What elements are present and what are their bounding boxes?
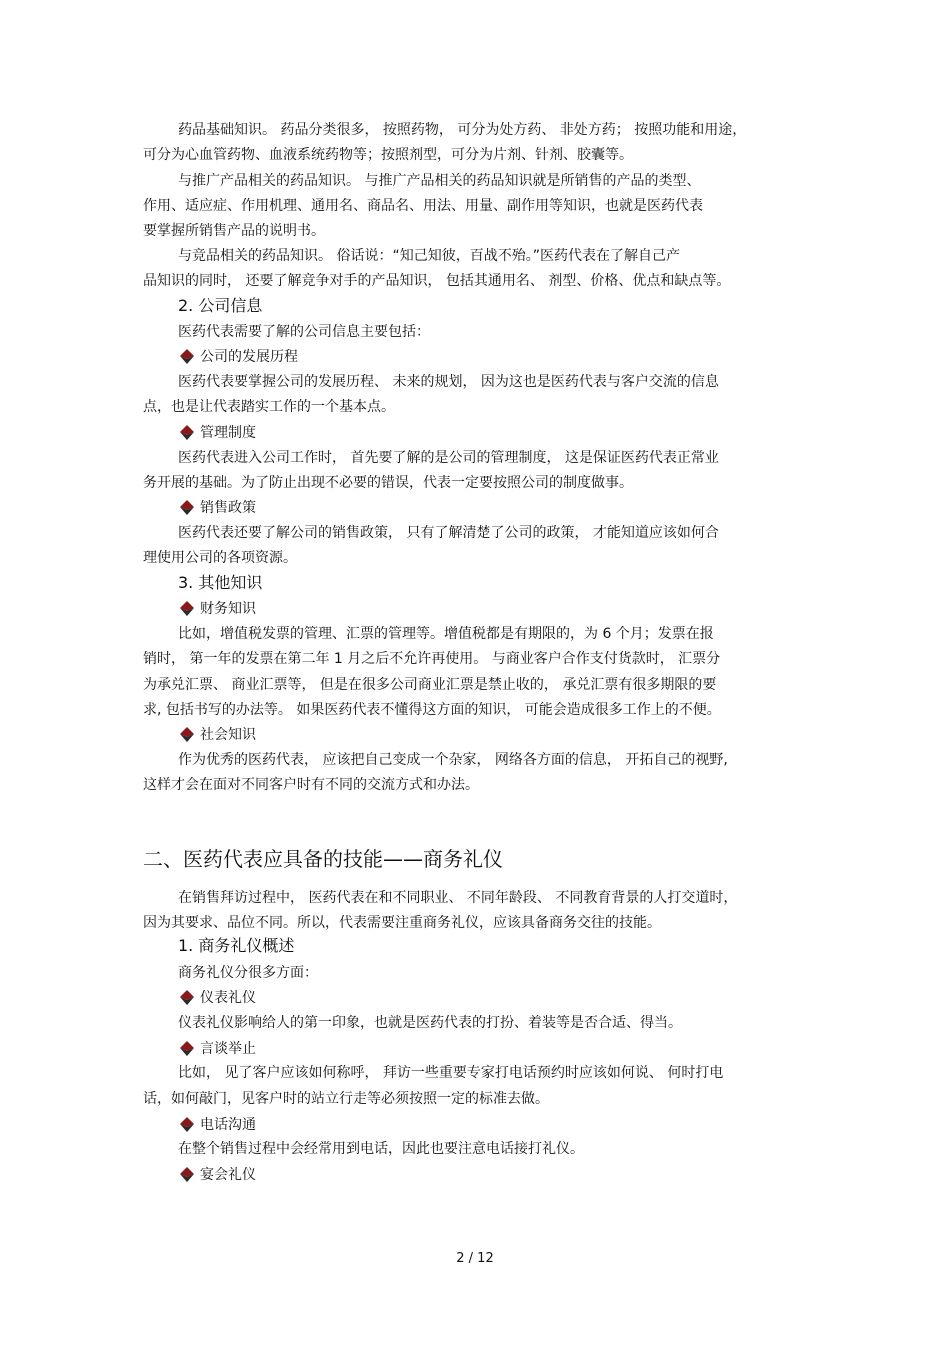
paragraph-line: 作用、适应症、作用机理、通用名、商品名、用法、用量、副作用等知识，也就是医药代表 [143, 198, 703, 214]
section-heading: 1. 商务礼仪概述 [178, 936, 295, 955]
page-number: 2 / 12 [456, 1251, 494, 1266]
paragraph-line: 仪表礼仪影响给人的第一印象，也就是医药代表的打扮、着装等是否合适、得当。 [178, 1015, 682, 1031]
diamond-bullet-icon [178, 1165, 196, 1183]
paragraph-line: 商务礼仪分很多方面： [178, 965, 318, 981]
paragraph-line: 这样才会在面对不同客户时有不同的交流方式和办法。 [143, 777, 479, 793]
paragraph-line: 求, 包括书写的办法等。 如果医药代表不懂得这方面的知识， 可能会造成很多工作上的不便。 [143, 702, 721, 718]
paragraph-line: 医药代表进入公司工作时， 首先要了解的是公司的管理制度， 这是保证医药代表正常业 [178, 450, 719, 466]
paragraph-line: 作为优秀的医药代表， 应该把自己变成一个杂家， 网络各方面的信息， 开拓自己的视野, [178, 752, 728, 768]
paragraph-line: 药品基础知识。 药品分类很多， 按照药物， 可分为处方药、 非处方药； 按照功能和用途， [178, 122, 747, 138]
paragraph-line: 品知识的同时， 还要了解竞争对手的产品知识， 包括其通用名、 剂型、价格、优点和缺点等。 [143, 273, 731, 289]
paragraph-line: 销时， 第一年的发票在第二年 1 月之后不允许再使用。 与商业客户合作支付货款时， 汇票分 [143, 651, 721, 667]
paragraph-line: 医药代表还要了解公司的销售政策， 只有了解清楚了公司的政策， 才能知道应该如何合 [178, 525, 719, 541]
diamond-bullet-icon [178, 1039, 196, 1057]
diamond-bullet-icon [178, 725, 196, 743]
paragraph-line: 医药代表需要了解的公司信息主要包括： [178, 324, 430, 340]
section-heading: 2. 公司信息 [178, 296, 263, 315]
diamond-bullet-icon [178, 347, 196, 365]
paragraph-line: 可分为心血管药物、血液系统药物等；按照剂型，可分为片剂、针剂、胶囊等。 [143, 147, 633, 163]
paragraph-line: 与推广产品相关的药品知识。 与推广产品相关的药品知识就是所销售的产品的类型、 [178, 173, 701, 189]
bullet-label: 财务知识 [200, 601, 256, 617]
paragraph-line: 在整个销售过程中会经常用到电话，因此也要注意电话接打礼仪。 [178, 1141, 584, 1157]
chapter-heading: 二、医药代表应具备的技能——商务礼仪 [143, 847, 503, 871]
section-heading: 3. 其他知识 [178, 573, 263, 592]
paragraph-line: 因为其要求、品位不同。所以，代表需要注重商务礼仪，应该具备商务交往的技能。 [143, 915, 661, 931]
diamond-bullet-icon [178, 599, 196, 617]
paragraph-line: 话，如何敲门，见客户时的站立行走等必须按照一定的标准去做。 [143, 1091, 549, 1107]
bullet-label: 社会知识 [200, 727, 256, 743]
bullet-label: 公司的发展历程 [200, 349, 298, 365]
paragraph-line: 比如， 见了客户应该如何称呼， 拜访一些重要专家打电话预约时应该如何说、 何时打电 [178, 1065, 724, 1081]
paragraph-line: 理使用公司的各项资源。 [143, 550, 297, 566]
bullet-label: 电话沟通 [200, 1117, 256, 1133]
bullet-label: 销售政策 [200, 500, 256, 516]
diamond-bullet-icon [178, 498, 196, 516]
paragraph-line: 点，也是让代表踏实工作的一个基本点。 [143, 399, 395, 415]
paragraph-line: 为承兑汇票、 商业汇票等， 但是在很多公司商业汇票是禁止收的， 承兑汇票有很多期限的要 [143, 677, 717, 693]
bullet-label: 宴会礼仪 [200, 1167, 256, 1183]
diamond-bullet-icon [178, 1115, 196, 1133]
diamond-bullet-icon [178, 423, 196, 441]
diamond-bullet-icon [178, 988, 196, 1006]
bullet-label: 管理制度 [200, 425, 256, 441]
paragraph-line: 要掌握所销售产品的说明书。 [143, 223, 325, 239]
paragraph-line: 医药代表要掌握公司的发展历程、 未来的规划， 因为这也是医药代表与客户交流的信息 [178, 374, 719, 390]
paragraph-line: 在销售拜访过程中， 医药代表在和不同职业、 不同年龄段、 不同教育背景的人打交道时， [178, 890, 738, 906]
bullet-label: 言谈举止 [200, 1041, 256, 1057]
bullet-label: 仪表礼仪 [200, 990, 256, 1006]
paragraph-line: 务开展的基础。为了防止出现不必要的错误，代表一定要按照公司的制度做事。 [143, 475, 633, 491]
paragraph-line: 与竞品相关的药品知识。 俗话说：“知己知彼，百战不殆。”医药代表在了解自己产 [178, 248, 680, 264]
paragraph-line: 比如，增值税发票的管理、汇票的管理等。增值税都是有期限的，为 6 个月；发票在报 [178, 626, 714, 642]
